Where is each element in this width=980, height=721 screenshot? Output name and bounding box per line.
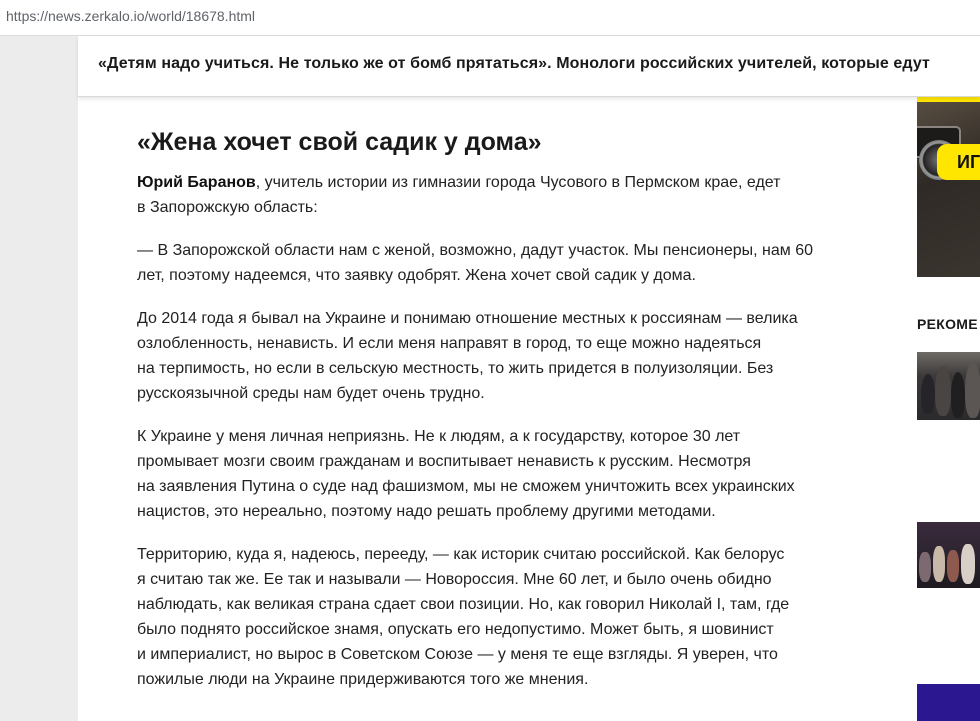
recommended-thumbnail-1[interactable] <box>917 352 980 420</box>
intro-line-2-text: в Запорожскую область: <box>137 199 318 216</box>
paragraph-line: на терпимость, но если в сельскую местность, то жить придется в полуизоляции. Без <box>137 360 774 377</box>
paragraph-line: — В Запорожской области нам с женой, возможно, дадут участок. Мы пенсионеры, нам 60 <box>137 242 813 259</box>
browser-address-bar[interactable] <box>0 0 980 36</box>
paragraph-line: я считаю так же. Ее так и называли — Новороссия. Мне 60 лет, и было очень обидно <box>137 571 772 588</box>
paragraph-3 <box>137 424 877 524</box>
paragraph-line: нацистов, это нереально, поэтому надо решать проблему другими методами. <box>137 503 716 520</box>
paragraph-line: и империалист, но вырос в Советском Союзе — у меня те еще взгляды. Я уверен, что <box>137 646 778 663</box>
recommended-thumbnail-2[interactable] <box>917 522 980 588</box>
headline-fade <box>950 36 980 96</box>
recommended-title: РЕКОМЕ <box>917 316 978 332</box>
paragraph-line: наблюдать, как великая страна сдает свои позиции. Но, как говорил Николай I, там, где <box>137 596 790 613</box>
intro-paragraph <box>137 170 877 220</box>
paragraph-line: было поднято российское знамя, опускать его недопустимо. Может быть, я шовинист <box>137 621 774 638</box>
paragraph-2 <box>137 306 877 406</box>
paragraph-4 <box>137 542 877 692</box>
address-url[interactable]: https://news.zerkalo.io/world/18678.html <box>6 8 256 24</box>
recommended-thumbnail-3[interactable] <box>917 684 980 721</box>
paragraph-line: лет, поэтому надеемся, что заявку одобрят. Жена хочет свой садик у дома. <box>137 267 696 284</box>
paragraph-line: Территорию, куда я, надеюсь, перееду, — как историк считаю российской. Как белорус <box>137 546 785 563</box>
paragraph-line: промывает мозги своим гражданам и воспитывает ненависть к русским. Несмотря <box>137 453 751 470</box>
sticky-article-header <box>78 36 980 97</box>
paragraph-line: на заявления Путина о суде над фашизмом, мы не сможем уничтожить всех украинских <box>137 478 795 495</box>
author-name: Юрий Баранов <box>137 174 256 191</box>
right-sidebar <box>917 96 980 721</box>
promo-banner[interactable] <box>917 96 980 277</box>
section-title: «Жена хочет свой садик у дома» <box>137 128 542 156</box>
paragraph-line: До 2014 года я бывал на Украине и понимаю отношение местных к россиянам — велика <box>137 310 798 327</box>
sticky-headline[interactable]: «Детям надо учиться. Не только же от бомб прятаться». Монологи российских учителей, которые едут <box>98 55 930 72</box>
paragraph-line: озлобленность, ненависть. И если меня направят в город, то еще можно надеяться <box>137 335 762 352</box>
paragraph-line: К Украине у меня личная неприязнь. Не к людям, а к государству, которое 30 лет <box>137 428 741 445</box>
intro-line-1-text: , учитель истории из гимназии города Чусового в Пермском крае, едет <box>255 174 781 191</box>
article-body <box>137 126 877 692</box>
paragraph-line: русскоязычной среды нам будет очень трудно. <box>137 385 485 402</box>
paragraph-1 <box>137 238 877 288</box>
promo-label[interactable]: ИГ <box>937 144 980 180</box>
page-content <box>78 36 980 721</box>
paragraph-line: пожилые люди на Украине придерживаются того же мнения. <box>137 671 589 688</box>
